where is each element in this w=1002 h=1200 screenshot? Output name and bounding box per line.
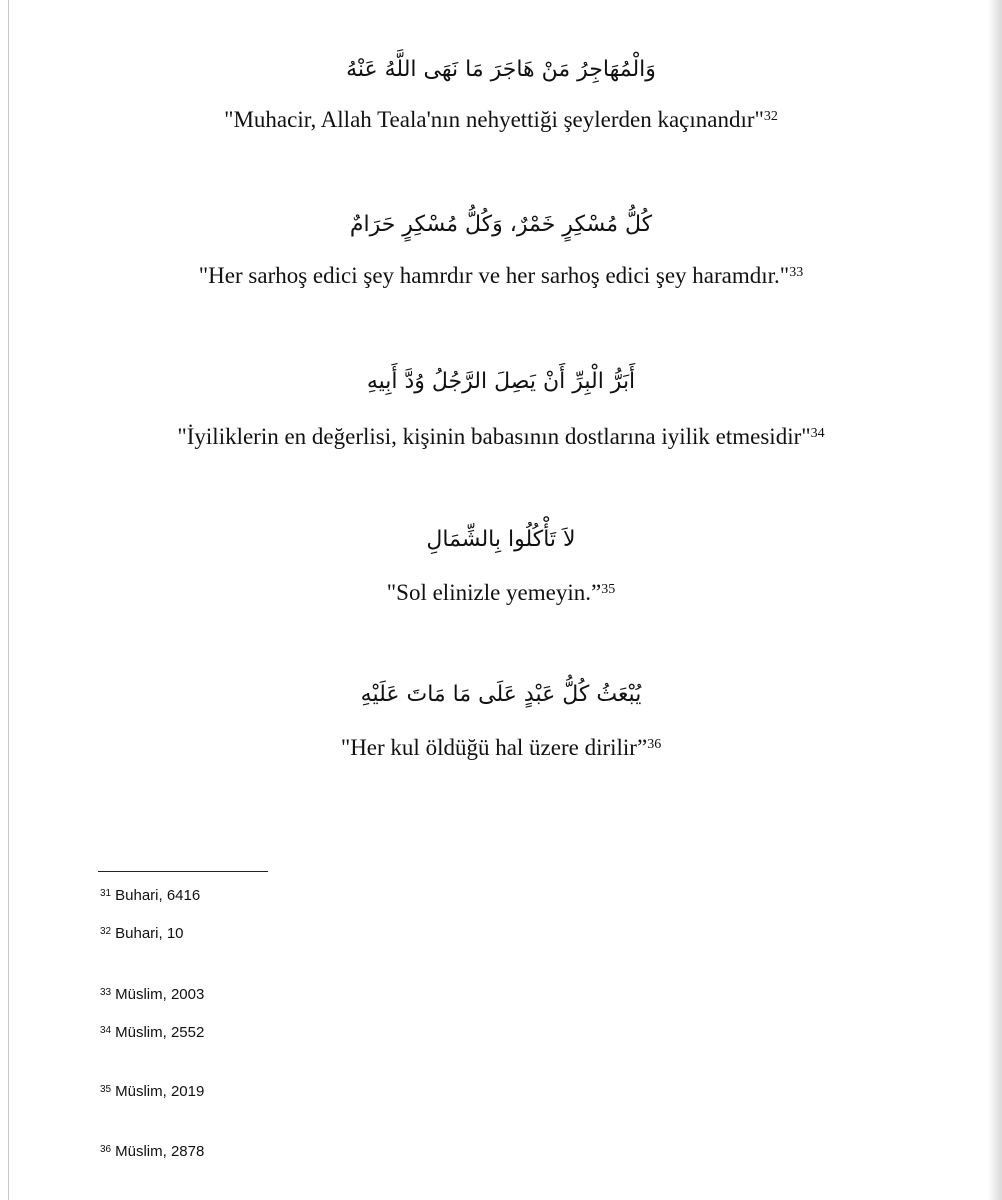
footnote-number: 36 xyxy=(100,1144,112,1155)
hadith-arabic-5: يُبْعَثُ كُلُّ عَبْدٍ عَلَى مَا مَاتَ عَلَيْهِ xyxy=(360,682,642,707)
footnote-33 xyxy=(100,983,204,1005)
footnote-text: Müslim, 2878 xyxy=(115,1143,205,1160)
footnote-number: 31 xyxy=(100,888,112,899)
hadith-arabic-4: لاَ تَأْكُلُوا بِالشِّمَالِ xyxy=(426,527,576,552)
hadith-translation-4 xyxy=(0,578,1002,608)
footnote-34 xyxy=(100,1021,204,1043)
hadith-translation-5 xyxy=(0,733,1002,763)
footnote-ref-34: 34 xyxy=(810,426,825,441)
footnote-31 xyxy=(100,884,200,906)
translation-text-1: "Muhacir, Allah Teala'nın nehyettiği şeylerden kaçınandır" xyxy=(224,107,764,132)
footnote-32 xyxy=(100,922,184,944)
footnote-number: 34 xyxy=(100,1025,112,1036)
translation-text-3: "İyiliklerin en değerlisi, kişinin babasının dostlarına iyilik etmesidir" xyxy=(177,424,811,449)
hadith-translation-2 xyxy=(0,261,1002,291)
footnote-ref-33: 33 xyxy=(789,265,804,280)
footnote-36 xyxy=(100,1140,204,1162)
hadith-arabic-1: وَالْمُهَاجِرُ مَنْ هَاجَرَ مَا نَهَى اللَّهُ عَنْهُ xyxy=(346,57,656,82)
footnote-text: Müslim, 2552 xyxy=(115,1024,205,1041)
footnote-number: 32 xyxy=(100,926,112,937)
footnote-ref-32: 32 xyxy=(763,109,778,124)
footnote-number: 33 xyxy=(100,987,112,998)
footnote-divider xyxy=(98,871,268,872)
hadith-translation-3 xyxy=(0,422,1002,452)
footnote-35 xyxy=(100,1080,204,1102)
translation-text-4: "Sol elinizle yemeyin.” xyxy=(386,580,602,605)
footnote-ref-36: 36 xyxy=(647,737,662,752)
footnote-number: 35 xyxy=(100,1084,112,1095)
footnote-text: Buhari, 6416 xyxy=(115,887,201,904)
hadith-arabic-2: كُلُّ مُسْكِرٍ خَمْرٌ، وَكُلُّ مُسْكِرٍ حَرَامٌ xyxy=(349,212,653,237)
footnote-text: Müslim, 2019 xyxy=(115,1083,205,1100)
footnote-text: Müslim, 2003 xyxy=(115,986,205,1003)
footnote-ref-35: 35 xyxy=(601,582,616,597)
hadith-arabic-3: أَبَرُّ الْبِرِّ أَنْ يَصِلَ الرَّجُلُ وُدَّ أَبِيهِ xyxy=(366,369,636,394)
footnote-text: Buhari, 10 xyxy=(115,925,184,942)
translation-text-5: "Her kul öldüğü hal üzere dirilir” xyxy=(340,735,648,760)
hadith-translation-1 xyxy=(0,105,1002,135)
translation-text-2: "Her sarhoş edici şey hamrdır ve her sarhoş edici şey haramdır." xyxy=(198,263,790,288)
